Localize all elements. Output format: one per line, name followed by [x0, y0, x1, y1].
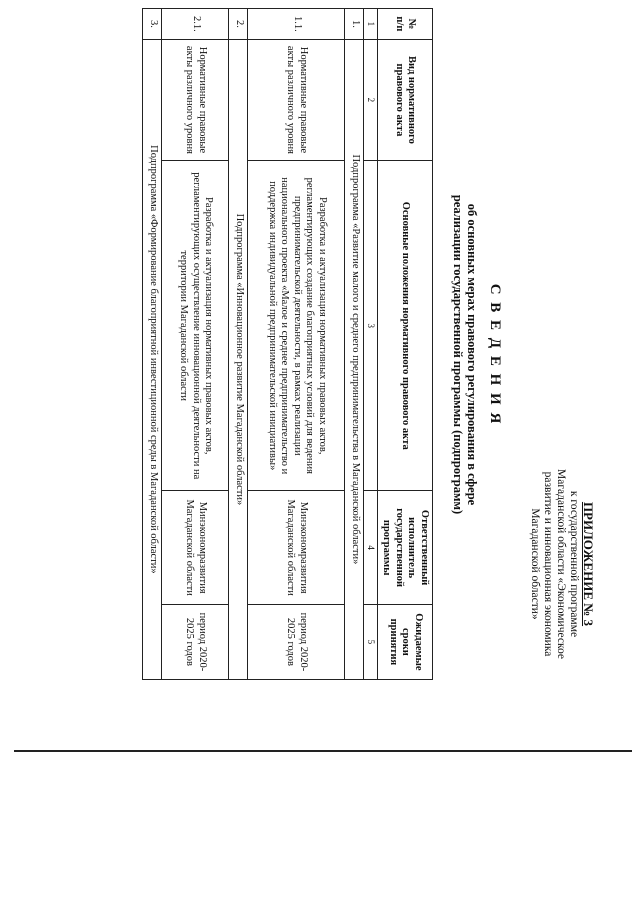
header-act-kind: Вид нормативного правового акта	[378, 39, 433, 160]
appendix-line-1: к государственной программе	[568, 490, 580, 638]
expected-term: период 2020-2025 годов	[162, 604, 229, 679]
title-sub-2: реализации государственной программы (подпрограмм)	[451, 194, 465, 515]
appendix-line-2: Магаданской области «Экономическое	[555, 469, 567, 659]
document-title	[451, 2, 503, 707]
subprogram-row	[345, 9, 364, 680]
expected-term: период 2020-2025 годов	[248, 604, 345, 679]
column-number: 3	[364, 161, 378, 491]
subprogram-title: Подпрограмма «Инновационное развитие Магаданской области»	[229, 39, 248, 679]
table-row	[248, 9, 345, 680]
header-responsible: Ответственный исполнитель государственной программы	[378, 491, 433, 604]
column-number: 2	[364, 39, 378, 160]
column-number: 1	[364, 9, 378, 40]
act-kind: Нормативные правовые акты различного уровня	[162, 39, 229, 160]
measures-table	[143, 8, 434, 680]
appendix-line-4: Магаданской области»	[529, 508, 541, 620]
column-numbers-row	[364, 9, 378, 680]
appendix-header	[528, 449, 595, 679]
row-number: 2.	[229, 9, 248, 40]
row-number: 3.	[143, 9, 162, 40]
subprogram-title: Подпрограмма «Формирование благоприятной инвестиционной среды в Магаданской области»	[143, 39, 162, 679]
row-number: 2.1.	[162, 9, 229, 40]
title-sub-1: об основных мерах правового регулирования в сфере	[465, 203, 479, 506]
column-number: 5	[364, 604, 378, 679]
act-kind: Нормативные правовые акты различного уровня	[248, 39, 345, 160]
header-number: № п/п	[378, 9, 433, 40]
main-provisions: Разработка и актуализация нормативных правовых актов, регламентирующих осуществление инновационной деятельности на территории Магаданской области	[162, 161, 229, 491]
main-provisions: Разработка и актуализация нормативных правовых актов, регламентирующих создание благоприятных условий для ведения предпринимательской деятельности, в рамках реализации национального проекта «Малое и среднее предпринимательство и поддержка индивидуальной предпринимательской инициативы»	[248, 161, 345, 491]
responsible: Минэкономразвития Магаданской области	[162, 491, 229, 604]
subprogram-row	[143, 9, 162, 680]
column-number: 4	[364, 491, 378, 604]
row-number: 1.1.	[248, 9, 345, 40]
page-edge-line	[14, 750, 632, 752]
document-page	[105, 2, 625, 707]
header-expected-term: Ожидаемые сроки принятия	[378, 604, 433, 679]
header-main-provisions: Основные положения нормативного правового акта	[378, 161, 433, 491]
row-number: 1.	[345, 9, 364, 40]
appendix-line-3: развитие и инновационная экономика	[542, 471, 554, 657]
table-header-row	[378, 9, 433, 680]
title-main: С В Е Д Е Н И Я	[487, 283, 503, 426]
table-row	[162, 9, 229, 680]
subprogram-title: Подпрограмма «Развитие малого и среднего предпринимательства в Магаданской области»	[345, 39, 364, 679]
responsible: Минэкономразвития Магаданской области	[248, 491, 345, 604]
appendix-title: ПРИЛОЖЕНИЕ № 3	[581, 501, 596, 627]
subprogram-row	[229, 9, 248, 680]
